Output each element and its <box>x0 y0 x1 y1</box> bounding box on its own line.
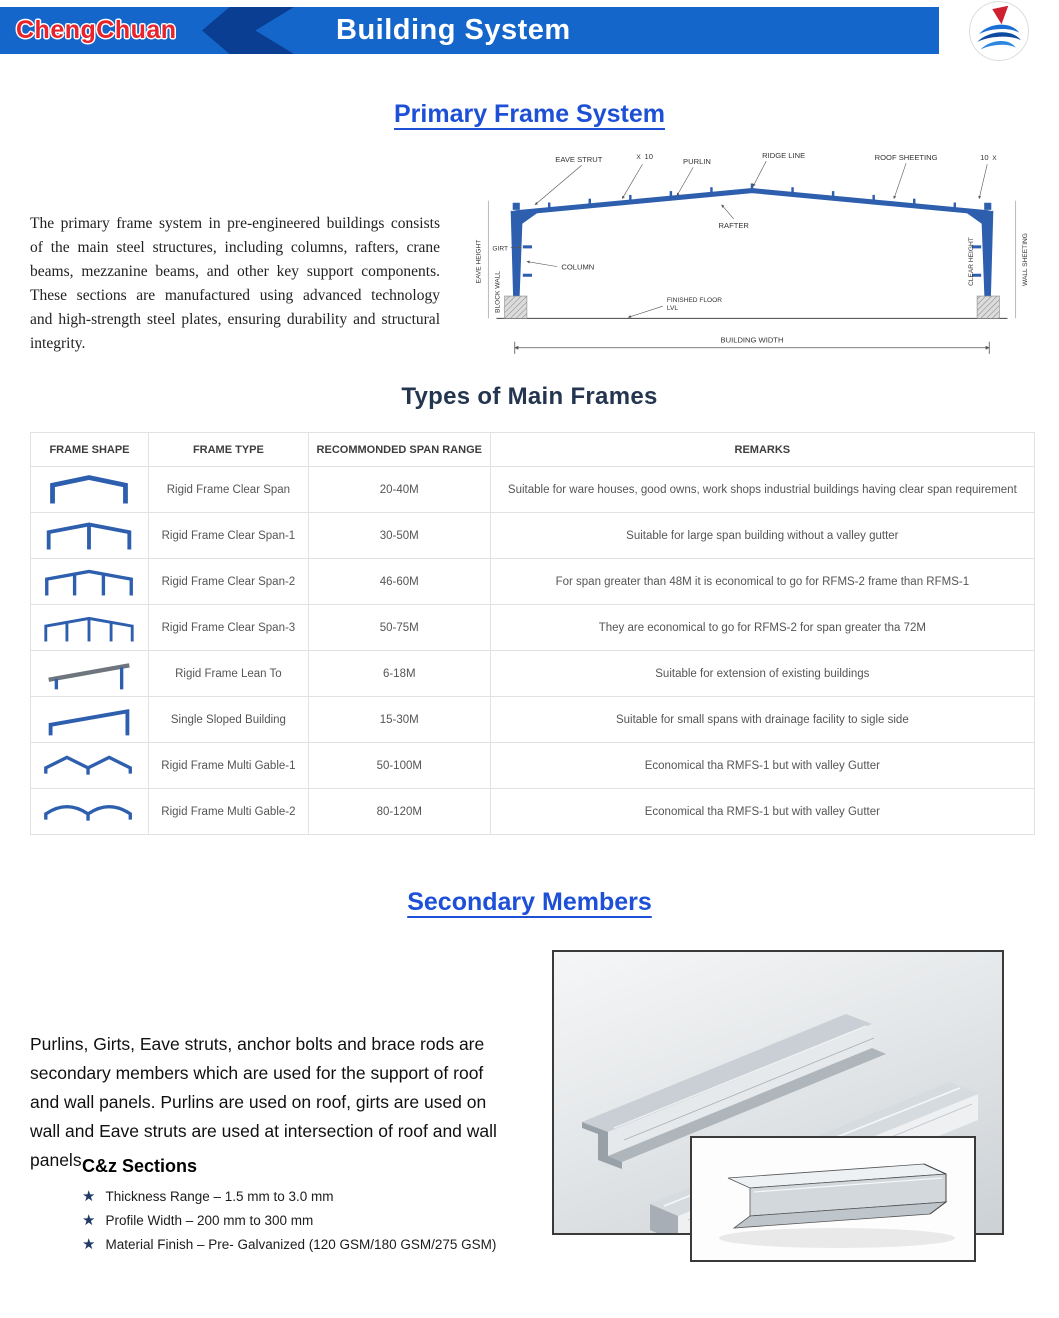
frame-shape-cell <box>31 789 149 835</box>
table-row <box>31 513 1035 559</box>
company-logo-zone <box>939 7 1059 54</box>
cz-sections-block <box>82 1156 496 1261</box>
frame-type-cell: Rigid Frame Multi Gable-1 <box>148 743 308 789</box>
multi-gable-2-frame-icon <box>41 792 137 832</box>
types-of-main-frames-title: Types of Main Frames <box>401 383 658 410</box>
frame-shape-cell <box>31 467 149 513</box>
brand-zone <box>0 7 202 54</box>
finished-floor-label: FINISHED FLOOR <box>666 297 723 305</box>
frame-shape-cell <box>31 559 149 605</box>
span-range-cell: 6-18M <box>308 651 490 697</box>
roof-sheeting-label: ROOF SHEETING <box>874 153 938 163</box>
secondary-members-paragraph: Purlins, Girts, Eave struts, anchor bolts and brace rods are secondary members which are used for the support of roof and wall panels. Purlins are used on roof, girts are used on wall and Eave struts are used at intersection of roof and wall panels. <box>30 1033 497 1170</box>
table-header-row <box>31 433 1035 467</box>
clear-span-1-frame-icon <box>41 516 137 556</box>
cz-bullet-list <box>82 1189 496 1252</box>
banner-title-zone <box>294 7 939 54</box>
rafter-shape <box>515 191 990 213</box>
frame-shape-cell <box>31 651 149 697</box>
table-row <box>31 467 1035 513</box>
span-range-cell: 15-30M <box>308 697 490 743</box>
brand-logo-text: ChengChuan <box>16 16 177 44</box>
primary-frame-title <box>0 100 1059 129</box>
table-row <box>31 559 1035 605</box>
table-row <box>31 605 1035 651</box>
block-wall-shape <box>505 296 527 318</box>
main-frames-table <box>30 432 1035 835</box>
secondary-members-title <box>0 888 1059 917</box>
z-section-illustration <box>692 1138 974 1260</box>
dim-left-label: 10 <box>644 152 653 162</box>
page-banner-title: Building System <box>336 14 571 46</box>
star-icon: ★ <box>82 1236 96 1253</box>
remarks-cell: They are economical to go for RFMS-2 for span greater tha 72M <box>490 605 1034 651</box>
frame-type-cell: Rigid Frame Lean To <box>148 651 308 697</box>
wall-sheeting-label: WALL SHEETING <box>1021 233 1029 286</box>
eave-strut-shape <box>513 203 520 210</box>
frame-shape-cell <box>31 697 149 743</box>
eave-height-label: EAVE HEIGHT <box>475 239 483 284</box>
header-banner <box>0 7 1059 54</box>
frame-type-cell: Rigid Frame Clear Span-2 <box>148 559 308 605</box>
ridge-line-label: RIDGE LINE <box>762 151 806 161</box>
table-row <box>31 651 1035 697</box>
cz-sections-heading: C&z Sections <box>82 1156 198 1176</box>
frame-type-cell: Rigid Frame Clear Span-1 <box>148 513 308 559</box>
table-row <box>31 789 1035 835</box>
star-icon: ★ <box>82 1212 96 1229</box>
primary-frame-paragraph: The primary frame system in pre-engineered buildings consists of the main steel structures, including columns, rafters, crane beams, mezzanine beams, and other key support components. These sections are manufactured using advanced technology and high-strength steel plates, ensuring durability and structural integrity. <box>30 214 440 352</box>
frame-shape-cell <box>31 743 149 789</box>
clear-span-frame-icon <box>41 470 137 510</box>
bullet-text: Thickness Range – 1.5 mm to 3.0 mm <box>105 1189 334 1204</box>
remarks-cell: For span greater than 48M it is economical to go for RFMS-2 frame than RFMS-1 <box>490 559 1034 605</box>
remarks-cell: Suitable for large span building without a valley gutter <box>490 513 1034 559</box>
column-label: COLUMN <box>561 262 595 272</box>
bullet-text: Material Finish – Pre- Galvanized (120 GSM/180 GSM/275 GSM) <box>105 1237 497 1252</box>
frame-type-cell: Single Sloped Building <box>148 697 308 743</box>
frame-shape-cell <box>31 513 149 559</box>
star-icon: ★ <box>82 1188 96 1205</box>
eave-strut-label: EAVE STRUT <box>555 155 603 165</box>
multi-gable-1-frame-icon <box>41 746 137 786</box>
single-sloped-frame-icon <box>41 700 137 740</box>
table-row <box>31 743 1035 789</box>
remarks-cell: Suitable for extension of existing buildings <box>490 651 1034 697</box>
frame-shape-cell <box>31 605 149 651</box>
lean-to-frame-icon <box>41 654 137 694</box>
rafter-label: RAFTER <box>718 221 749 231</box>
list-item <box>82 1213 496 1228</box>
finished-floor-lvl-label: LVL <box>666 305 679 313</box>
girt-ticks <box>523 245 981 276</box>
z-section-photo <box>690 1136 976 1262</box>
left-arrow-icon <box>202 7 294 54</box>
dim-right-x-label: X <box>992 155 997 163</box>
company-logo-icon <box>967 0 1031 63</box>
remarks-cell: Economical tha RMFS-1 but with valley Gutter <box>490 789 1034 835</box>
table-row <box>31 697 1035 743</box>
clear-span-2-frame-icon <box>41 562 137 602</box>
bullet-text: Profile Width – 200 mm to 300 mm <box>105 1213 314 1228</box>
secondary-members-title-text: Secondary Members <box>407 888 652 916</box>
girt-label: GIRT <box>492 245 509 253</box>
header-remarks: REMARKS <box>490 433 1034 467</box>
span-range-cell: 30-50M <box>308 513 490 559</box>
frame-type-cell: Rigid Frame Clear Span-3 <box>148 605 308 651</box>
span-range-cell: 50-75M <box>308 605 490 651</box>
frame-type-cell: Rigid Frame Clear Span <box>148 467 308 513</box>
span-range-cell: 50-100M <box>308 743 490 789</box>
span-range-cell: 46-60M <box>308 559 490 605</box>
purlin-label: PURLIN <box>683 157 711 167</box>
span-range-cell: 20-40M <box>308 467 490 513</box>
block-wall-label: BLOCK WALL <box>494 271 502 313</box>
clear-height-label: CLEAR HEIGHT <box>968 237 976 286</box>
header-span-range: RECOMMONDED SPAN RANGE <box>308 433 490 467</box>
span-range-cell: 80-120M <box>308 789 490 835</box>
header-frame-shape: FRAME SHAPE <box>31 433 149 467</box>
dim-left-x-label: X <box>636 154 641 162</box>
primary-frame-title-text: Primary Frame System <box>394 100 665 128</box>
header-frame-type: FRAME TYPE <box>148 433 308 467</box>
dim-right-label: 10 <box>980 153 989 163</box>
frame-diagram <box>468 148 1036 366</box>
remarks-cell: Economical tha RMFS-1 but with valley Gutter <box>490 743 1034 789</box>
clear-span-3-frame-icon <box>41 608 137 648</box>
list-item <box>82 1189 496 1204</box>
frame-type-cell: Rigid Frame Multi Gable-2 <box>148 789 308 835</box>
remarks-cell: Suitable for small spans with drainage facility to sigle side <box>490 697 1034 743</box>
building-width-label: BUILDING WIDTH <box>720 335 784 345</box>
remarks-cell: Suitable for ware houses, good owns, work shops industrial buildings having clear span requirement <box>490 467 1034 513</box>
frame-diagram-svg <box>468 148 1036 366</box>
list-item <box>82 1237 496 1252</box>
